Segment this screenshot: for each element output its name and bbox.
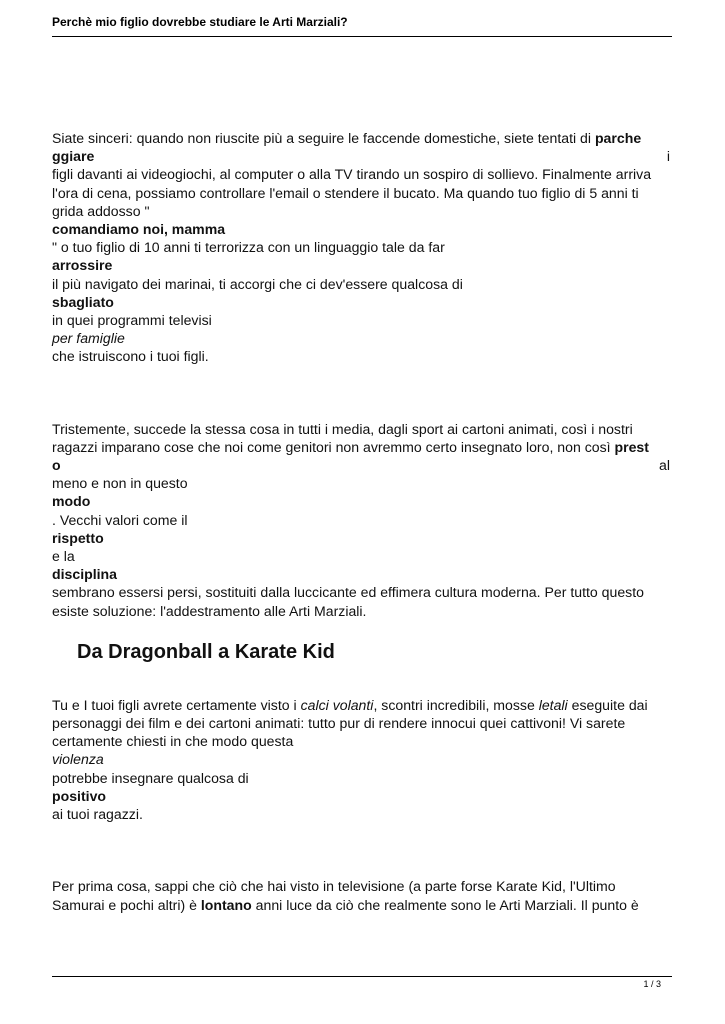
- paragraph-1: [52, 129, 670, 366]
- header-divider: [52, 36, 672, 37]
- p3-text-e: ai tuoi ragazzi.: [52, 806, 143, 823]
- p4-text-b: anni luce da ciò che realmente sono le Arti Marziali. Il punto è: [251, 896, 639, 913]
- p4-bold-lontano: lontano: [200, 896, 252, 913]
- p3-italic-violenza: violenza: [52, 751, 104, 768]
- p1-bold-comandiamo: comandiamo noi, mamma: [52, 221, 226, 238]
- p1-text-i: i: [666, 148, 670, 165]
- document-body: [52, 129, 670, 914]
- p1-bold-parcheggiare-2: ggiare: [52, 148, 95, 165]
- p2-text-6: sembrano essersi persi, sostituiti dalla luccicante ed effimera cultura moderna. Per tutto questo esiste soluzione: l'addestramento alle Arti Marziali.: [52, 584, 644, 619]
- p2-text-5: e la: [52, 548, 75, 565]
- p3-text-d: potrebbe insegnare qualcosa di: [52, 769, 249, 786]
- p1-text-6: in quei programmi televisi: [52, 312, 212, 329]
- p2-text-3: meno e non in questo: [52, 475, 188, 492]
- p2-bold-disciplina: disciplina: [52, 566, 118, 583]
- page-number: 1 / 3: [643, 979, 661, 989]
- paragraph-3: [52, 696, 670, 823]
- p1-bold-sbagliato: sbagliato: [52, 293, 114, 310]
- page-header-title: Perchè mio figlio dovrebbe studiare le Arti Marziali?: [52, 15, 348, 29]
- paragraph-2: [52, 420, 670, 620]
- p1-text-3: figli davanti ai videogiochi, al computer o alla TV tirando un sospiro di sollievo. Finalmente arriva l'ora di cena, possiamo controllare l'email o stendere il bucato. Ma quando tuo figlio di 5 anni ti grida addosso ": [52, 166, 652, 219]
- p3-text-a: Tu e I tuoi figli avrete certamente visto i: [52, 696, 301, 713]
- p1-text-7: che istruiscono i tuoi figli.: [52, 348, 209, 365]
- p3-italic-calci-volanti: calci volanti: [300, 696, 374, 713]
- paragraph-4: [52, 877, 670, 913]
- p1-bold-parcheggiare-1: parche: [594, 130, 642, 146]
- p3-text-b: , scontri incredibili, mosse: [373, 696, 539, 713]
- p2-bold-presto-1: prest: [614, 438, 649, 455]
- p1-italic-per-famiglie: per famiglie: [52, 330, 125, 347]
- p2-bold-modo: modo: [52, 493, 91, 510]
- p1-text-4: " o tuo figlio di 10 anni ti terrorizza con un linguaggio tale da far: [52, 239, 445, 256]
- footer-divider: [52, 976, 672, 977]
- p4-text-a: Per prima cosa, sappi che ciò che hai visto in televisione (a parte forse Karate Kid, l'Ultimo Samurai e pochi altri) è: [52, 878, 616, 913]
- section-heading: Da Dragonball a Karate Kid: [77, 640, 335, 663]
- p1-bold-arrossire: arrossire: [52, 257, 113, 274]
- p2-bold-presto-2: o: [52, 457, 61, 474]
- p3-italic-letali: letali: [538, 696, 568, 713]
- p3-text-c: eseguite dai personaggi dei film e dei cartoni animati: tutto pur di rendere innocui quei cattivoni! Vi sarete certamente chiesti in che modo questa: [52, 696, 648, 750]
- p2-text-4: . Vecchi valori come il: [52, 511, 188, 528]
- p2-text-1: Tristemente, succede la stessa cosa in tutti i media, dagli sport ai cartoni animati, così i nostri ragazzi imparano cose che noi come genitori non avremmo certo insegnato loro, non così: [52, 420, 633, 455]
- p1-text-5: il più navigato dei marinai, ti accorgi che ci dev'essere qualcosa di: [52, 275, 463, 292]
- p2-text-al: al: [659, 457, 670, 474]
- p2-bold-rispetto: rispetto: [52, 529, 104, 546]
- p3-bold-positivo: positivo: [52, 787, 107, 804]
- p1-text-1: Siate sinceri: quando non riuscite più a seguire le faccende domestiche, siete tentati di: [52, 130, 595, 146]
